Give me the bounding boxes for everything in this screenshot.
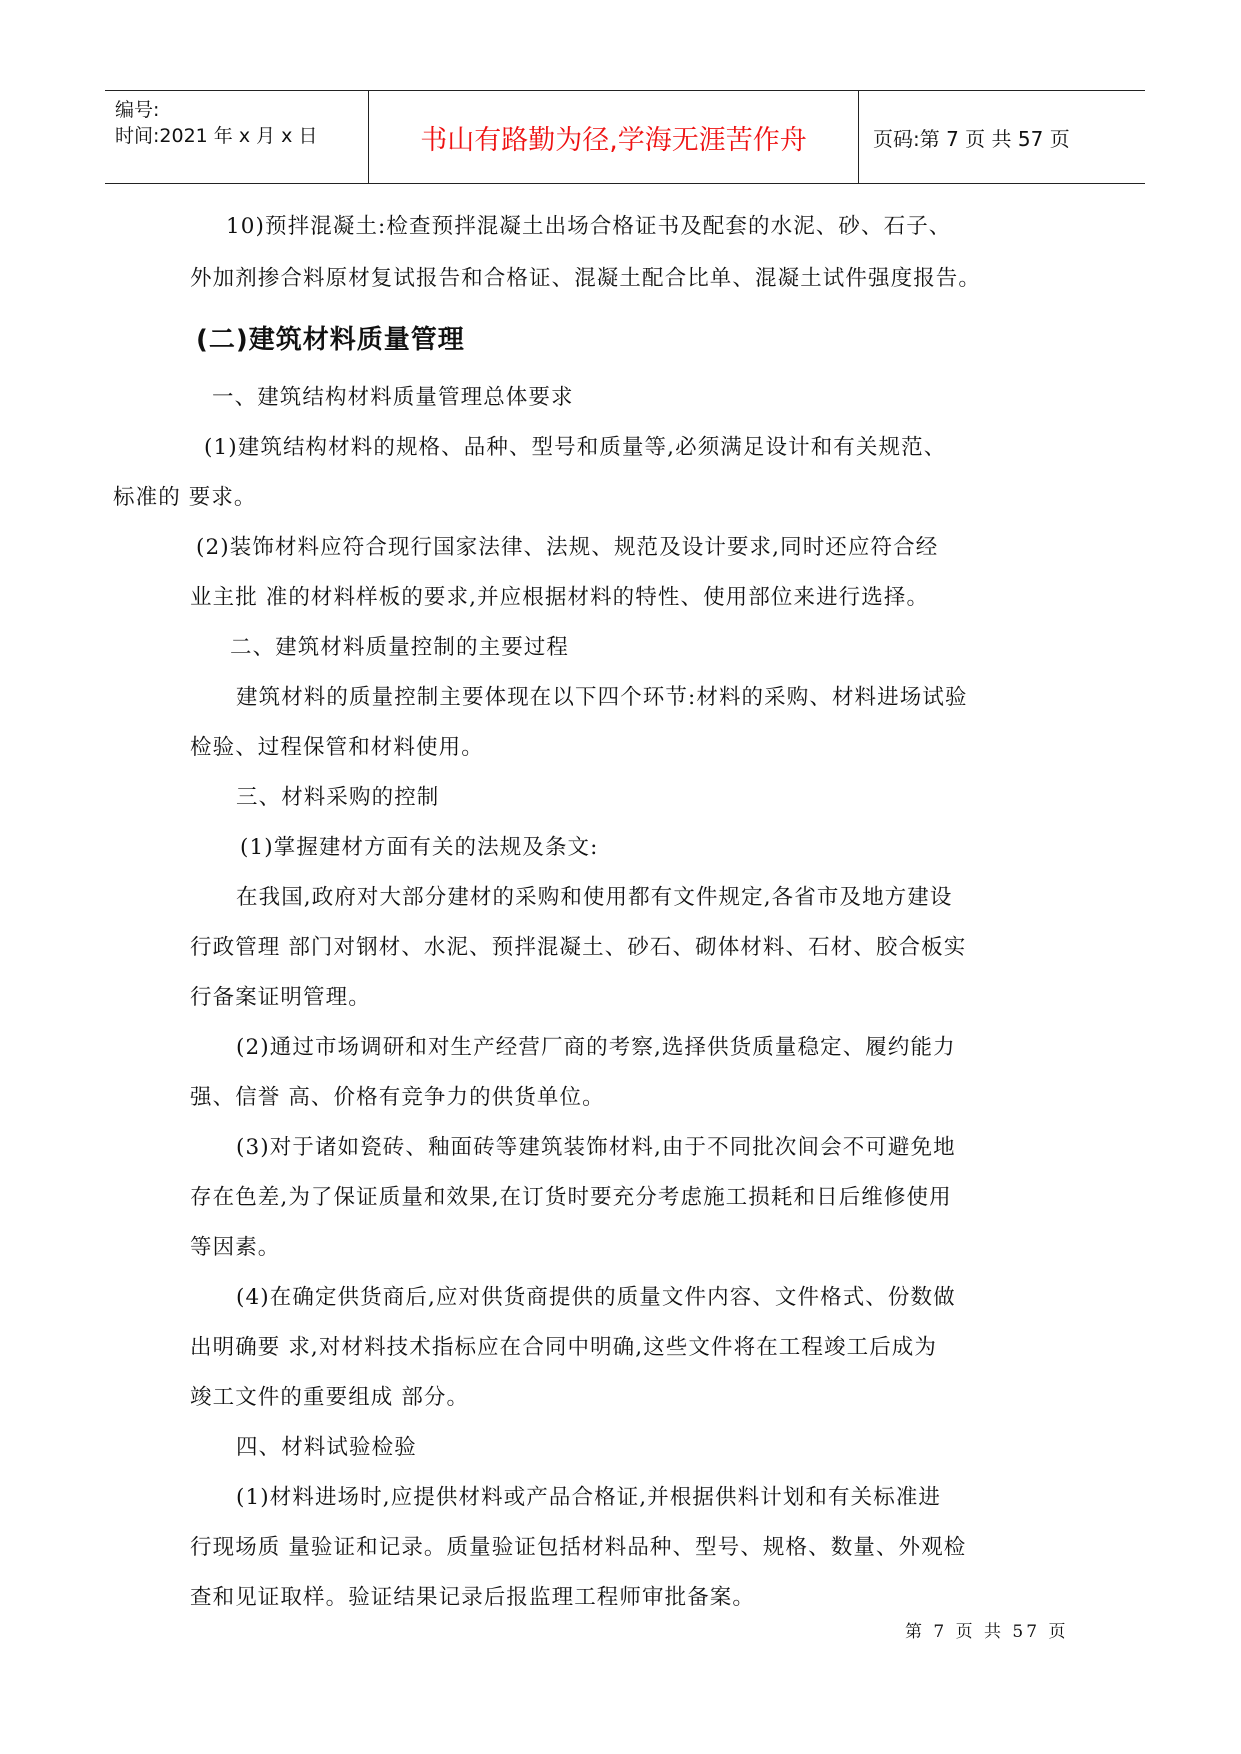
paragraph-line: 业主批 准的材料样板的要求,并应根据材料的特性、使用部位来进行选择。 [190, 585, 930, 610]
paragraph-line: 检验、过程保管和材料使用。 [190, 735, 484, 760]
paragraph-line: 强、信誉 高、价格有竞争力的供货单位。 [190, 1085, 605, 1110]
paragraph-line: 存在色差,为了保证质量和效果,在订货时要充分考虑施工损耗和日后维修使用 [190, 1185, 952, 1210]
paragraph-line: (1)掌握建材方面有关的法规及条文: [240, 835, 599, 860]
paragraph-line: 行备案证明管理。 [190, 985, 371, 1010]
paragraph-line: 竣工文件的重要组成 部分。 [190, 1385, 470, 1410]
header-info-cell [105, 91, 369, 183]
serial-label: 编号: [115, 99, 160, 121]
date-label: 时间:2021 年 x 月 x 日 [115, 125, 318, 147]
paragraph-line: (4)在确定供货商后,应对供货商提供的质量文件内容、文件格式、份数做 [236, 1285, 956, 1310]
paragraph-line: 出明确要 求,对材料技术指标应在合同中明确,这些文件将在工程竣工后成为 [190, 1335, 938, 1360]
subsection-title: 四、材料试验检验 [236, 1435, 417, 1460]
paragraph-line: 行现场质 量验证和记录。质量验证包括材料品种、型号、规格、数量、外观检 [190, 1535, 967, 1560]
paragraph-line: 等因素。 [190, 1235, 281, 1260]
footer-page-number: 第 7 页 共 57 页 [905, 1622, 1069, 1642]
paragraph-line: (1)建筑结构材料的规格、品种、型号和质量等,必须满足设计和有关规范、 [204, 435, 947, 460]
paragraph-line: 行政管理 部门对钢材、水泥、预拌混凝土、砂石、砌体材料、石材、胶合板实 [190, 935, 967, 960]
paragraph-line: (3)对于诸如瓷砖、釉面砖等建筑装饰材料,由于不同批次间会不可避免地 [236, 1135, 956, 1160]
paragraph-line: 建筑材料的质量控制主要体现在以下四个环节:材料的采购、材料进场试验 [236, 685, 968, 710]
page-code: 页码:第 7 页 共 57 页 [873, 126, 1070, 151]
paragraph-line: (1)材料进场时,应提供材料或产品合格证,并根据供料计划和有关标准进 [236, 1485, 942, 1510]
paragraph-line: (2)装饰材料应符合现行国家法律、法规、规范及设计要求,同时还应符合经 [196, 535, 939, 560]
header-table [105, 90, 1145, 184]
paragraph-line: 外加剂掺合料原材复试报告和合格证、混凝土配合比单、混凝土试件强度报告。 [190, 266, 982, 291]
motto-text: 书山有路勤为径,学海无涯苦作舟 [420, 124, 807, 156]
paragraph-line: (2)通过市场调研和对生产经营厂商的考察,选择供货质量稳定、履约能力 [236, 1035, 956, 1060]
paragraph-line: 查和见证取样。验证结果记录后报监理工程师审批备案。 [190, 1585, 756, 1610]
section-heading: (二)建筑材料质量管理 [196, 325, 465, 355]
paragraph-line: 10)预拌混凝土:检查预拌混凝土出场合格证书及配套的水泥、砂、石子、 [226, 214, 952, 239]
subsection-title: 一、建筑结构材料质量管理总体要求 [212, 385, 574, 410]
header-page-cell [859, 91, 1145, 183]
paragraph-line: 标准的 要求。 [113, 485, 257, 510]
paragraph-line: 在我国,政府对大部分建材的采购和使用都有文件规定,各省市及地方建设 [236, 885, 953, 910]
header-motto-cell [369, 91, 859, 183]
subsection-title: 二、建筑材料质量控制的主要过程 [230, 635, 570, 660]
subsection-title: 三、材料采购的控制 [236, 785, 440, 810]
